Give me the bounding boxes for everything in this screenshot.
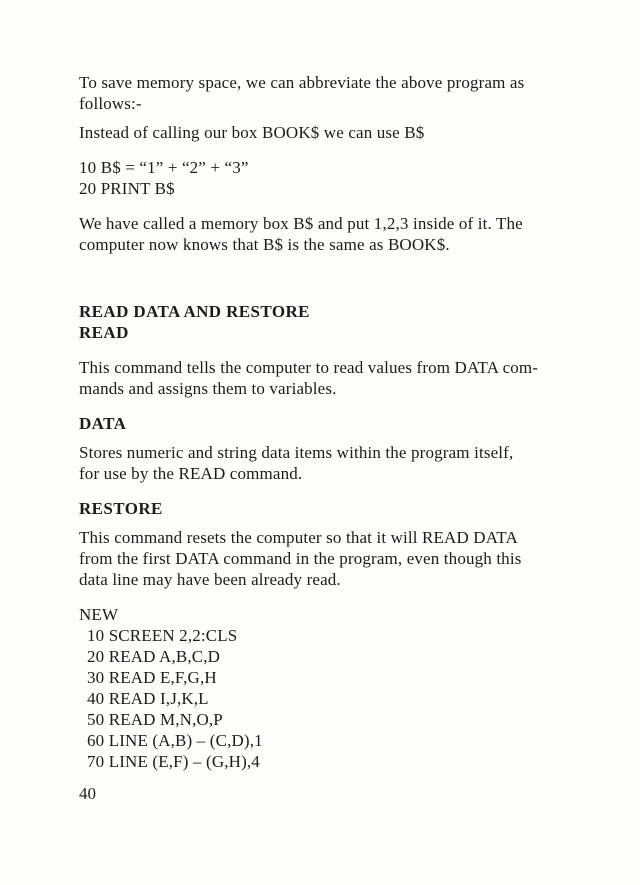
- intro-line-2: follows:-: [79, 94, 142, 113]
- listing-line: 70 LINE (E,F) – (G,H),4: [87, 752, 260, 771]
- explain-line-2: computer now knows that B$ is the same as BOOK$.: [79, 235, 450, 254]
- code-block-a: [79, 157, 579, 199]
- program-listing: [79, 625, 579, 772]
- page-number: 40: [79, 784, 96, 803]
- listing-line: 50 READ M,N,O,P: [87, 710, 223, 729]
- section-title: READ DATA AND RESTORE: [79, 302, 310, 321]
- explain-line-1: We have called a memory box B$ and put 1,2,3 inside of it. The: [79, 214, 523, 233]
- listing-line: 10 SCREEN 2,2:CLS: [87, 626, 238, 645]
- read-desc-line-1: This command tells the computer to read values from DATA com-: [79, 358, 539, 377]
- listing-new: NEW: [79, 605, 119, 624]
- listing-line: 40 READ I,J,K,L: [87, 689, 209, 708]
- restore-desc-line-3: data line may have been already read.: [79, 570, 341, 589]
- data-heading: DATA: [79, 414, 127, 433]
- restore-desc-line-1: This command resets the computer so that it will READ DATA: [79, 528, 518, 547]
- intro-paragraph-2: Instead of calling our box BOOK$ we can use B$: [79, 123, 425, 142]
- code-line: 10 B$ = “1” + “2” + “3”: [79, 158, 249, 177]
- listing-line: 20 READ A,B,C,D: [87, 647, 221, 666]
- intro-line-1: To save memory space, we can abbreviate the above program as: [79, 73, 525, 92]
- page-body: [79, 72, 579, 772]
- restore-desc-line-2: from the first DATA command in the program, even though this: [79, 549, 522, 568]
- data-desc-line-1: Stores numeric and string data items within the program itself,: [79, 443, 514, 462]
- read-desc-line-2: mands and assigns them to variables.: [79, 379, 337, 398]
- data-desc-line-2: for use by the READ command.: [79, 464, 303, 483]
- code-line: 20 PRINT B$: [79, 179, 175, 198]
- listing-line: 30 READ E,F,G,H: [87, 668, 217, 687]
- read-heading: READ: [79, 323, 129, 342]
- listing-line: 60 LINE (A,B) – (C,D),1: [87, 731, 263, 750]
- restore-heading: RESTORE: [79, 499, 163, 518]
